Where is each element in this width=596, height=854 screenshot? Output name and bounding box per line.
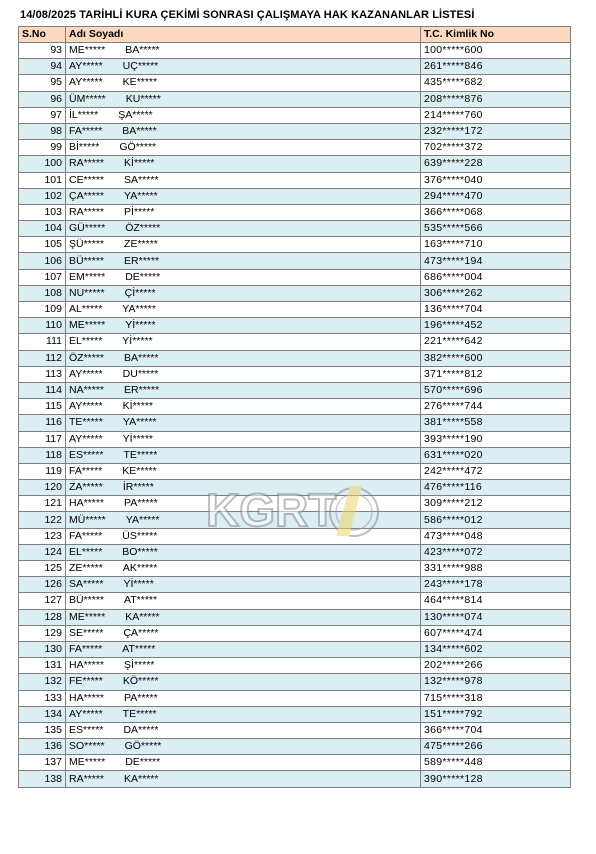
last-name: ÇA*****	[123, 626, 159, 639]
last-name: ZE*****	[124, 238, 158, 251]
last-name: Yİ*****	[123, 578, 154, 591]
last-name: YA*****	[122, 303, 156, 316]
last-name: GÖ*****	[119, 141, 157, 154]
table-header	[19, 27, 571, 43]
row-name	[66, 172, 421, 188]
row-number: 119	[19, 463, 66, 479]
row-tc-number: 294*****470	[421, 188, 571, 204]
first-name: ES*****	[69, 448, 104, 461]
row-name	[66, 561, 421, 577]
row-name	[66, 658, 421, 674]
row-tc-number: 366*****068	[421, 204, 571, 220]
table-row	[19, 91, 571, 107]
first-name: SE*****	[69, 626, 104, 639]
row-name	[66, 123, 421, 139]
first-name: BÜ*****	[69, 254, 105, 267]
row-name	[66, 399, 421, 415]
last-name: BO*****	[122, 545, 158, 558]
row-name	[66, 463, 421, 479]
row-number: 122	[19, 512, 66, 528]
table-row	[19, 544, 571, 560]
row-tc-number: 382*****600	[421, 350, 571, 366]
first-name: FA*****	[69, 643, 103, 656]
row-tc-number: 476*****116	[421, 480, 571, 496]
row-tc-number: 242*****472	[421, 463, 571, 479]
last-name: AK*****	[122, 562, 158, 575]
last-name: TE*****	[122, 707, 157, 720]
row-number: 102	[19, 188, 66, 204]
row-number: 126	[19, 577, 66, 593]
last-name: TE*****	[123, 448, 158, 461]
row-tc-number: 276*****744	[421, 399, 571, 415]
row-name	[66, 350, 421, 366]
row-tc-number: 639*****228	[421, 156, 571, 172]
row-name	[66, 706, 421, 722]
last-name: UÇ*****	[122, 60, 159, 73]
row-tc-number: 715*****318	[421, 690, 571, 706]
table-row	[19, 528, 571, 544]
row-number: 97	[19, 107, 66, 123]
row-tc-number: 423*****072	[421, 544, 571, 560]
first-name: FA*****	[69, 529, 103, 542]
table-row	[19, 415, 571, 431]
last-name: Yİ*****	[122, 432, 154, 445]
row-name	[66, 91, 421, 107]
row-tc-number: 586*****012	[421, 512, 571, 528]
row-name	[66, 415, 421, 431]
row-tc-number: 309*****212	[421, 496, 571, 512]
first-name: SA*****	[69, 578, 104, 591]
last-name: AT*****	[122, 643, 156, 656]
row-tc-number: 208*****876	[421, 91, 571, 107]
row-number: 134	[19, 706, 66, 722]
row-number: 123	[19, 528, 66, 544]
last-name: Yİ*****	[125, 319, 156, 332]
row-number: 100	[19, 156, 66, 172]
row-number: 114	[19, 382, 66, 398]
row-name	[66, 480, 421, 496]
row-name	[66, 43, 421, 59]
table-row	[19, 641, 571, 657]
row-number: 130	[19, 641, 66, 657]
row-tc-number: 390*****128	[421, 771, 571, 787]
row-tc-number: 261*****846	[421, 59, 571, 75]
row-number: 113	[19, 366, 66, 382]
table-row	[19, 755, 571, 771]
row-name	[66, 625, 421, 641]
last-name: DA*****	[123, 723, 159, 736]
row-tc-number: 686*****004	[421, 269, 571, 285]
table-row	[19, 480, 571, 496]
last-name: BA*****	[122, 125, 157, 138]
table-row	[19, 285, 571, 301]
first-name: AY*****	[69, 76, 103, 89]
table-row	[19, 75, 571, 91]
last-name: ER*****	[124, 384, 160, 397]
row-name	[66, 59, 421, 75]
first-name: AY*****	[69, 432, 103, 445]
row-name	[66, 334, 421, 350]
row-number: 133	[19, 690, 66, 706]
first-name: SO*****	[69, 740, 105, 753]
row-tc-number: 435*****682	[421, 75, 571, 91]
table-row	[19, 658, 571, 674]
last-name: DU*****	[122, 367, 159, 380]
last-name: GÖ*****	[124, 740, 162, 753]
row-number: 112	[19, 350, 66, 366]
row-number: 125	[19, 561, 66, 577]
table-row	[19, 690, 571, 706]
row-number: 108	[19, 285, 66, 301]
first-name: İL*****	[69, 108, 99, 121]
row-number: 136	[19, 739, 66, 755]
row-number: 124	[19, 544, 66, 560]
last-name: DE*****	[125, 756, 161, 769]
table-row	[19, 302, 571, 318]
row-tc-number: 306*****262	[421, 285, 571, 301]
row-tc-number: 393*****190	[421, 431, 571, 447]
last-name: KA*****	[125, 610, 160, 623]
row-name	[66, 318, 421, 334]
table-row	[19, 577, 571, 593]
last-name: Kİ*****	[124, 157, 155, 170]
row-number: 101	[19, 172, 66, 188]
last-name: YA*****	[124, 189, 158, 202]
document-title: 14/08/2025 TARİHLİ KURA ÇEKİMİ SONRASI ÇALIŞMAYA HAK KAZANANLAR LİSTESİ	[20, 9, 475, 21]
row-number: 103	[19, 204, 66, 220]
table-row	[19, 609, 571, 625]
row-name	[66, 107, 421, 123]
row-tc-number: 475*****266	[421, 739, 571, 755]
row-number: 137	[19, 755, 66, 771]
table-row	[19, 593, 571, 609]
first-name: NU*****	[69, 286, 105, 299]
last-name: ŞA*****	[118, 108, 153, 121]
first-name: RA*****	[69, 772, 105, 785]
row-tc-number: 589*****448	[421, 755, 571, 771]
first-name: Bİ*****	[69, 141, 100, 154]
table-row	[19, 140, 571, 156]
row-name	[66, 302, 421, 318]
table-row	[19, 431, 571, 447]
row-number: 94	[19, 59, 66, 75]
row-name	[66, 577, 421, 593]
row-tc-number: 570*****696	[421, 382, 571, 398]
last-name: Pİ*****	[124, 205, 155, 218]
table-row	[19, 674, 571, 690]
row-number: 107	[19, 269, 66, 285]
table-row	[19, 107, 571, 123]
first-name: ÖZ*****	[69, 351, 105, 364]
winners-table	[18, 26, 571, 788]
header-row	[19, 27, 571, 43]
row-name	[66, 739, 421, 755]
row-name	[66, 496, 421, 512]
row-tc-number: 202*****266	[421, 658, 571, 674]
last-name: PA*****	[124, 497, 158, 510]
row-tc-number: 163*****710	[421, 237, 571, 253]
row-name	[66, 221, 421, 237]
first-name: ME*****	[69, 610, 106, 623]
table-row	[19, 739, 571, 755]
last-name: Çİ*****	[124, 286, 156, 299]
table-row	[19, 253, 571, 269]
last-name: YA*****	[122, 416, 157, 429]
row-name	[66, 253, 421, 269]
row-number: 110	[19, 318, 66, 334]
table-row	[19, 722, 571, 738]
row-name	[66, 140, 421, 156]
row-number: 132	[19, 674, 66, 690]
last-name: KÖ*****	[122, 675, 159, 688]
row-number: 99	[19, 140, 66, 156]
row-number: 96	[19, 91, 66, 107]
row-tc-number: 196*****452	[421, 318, 571, 334]
watermark-text: KGRT	[206, 484, 337, 536]
table-row	[19, 399, 571, 415]
first-name: RA*****	[69, 205, 105, 218]
row-name	[66, 771, 421, 787]
last-name: BA*****	[125, 44, 160, 57]
row-number: 128	[19, 609, 66, 625]
first-name: AY*****	[69, 707, 103, 720]
last-name: KA*****	[124, 772, 159, 785]
row-number: 127	[19, 593, 66, 609]
last-name: Şİ*****	[124, 659, 155, 672]
row-name	[66, 447, 421, 463]
row-tc-number: 381*****558	[421, 415, 571, 431]
row-name	[66, 366, 421, 382]
row-name	[66, 593, 421, 609]
row-number: 105	[19, 237, 66, 253]
row-tc-number: 100*****600	[421, 43, 571, 59]
last-name: Yİ*****	[122, 335, 153, 348]
row-number: 98	[19, 123, 66, 139]
row-tc-number: 134*****602	[421, 641, 571, 657]
first-name: FA*****	[69, 125, 103, 138]
row-tc-number: 607*****474	[421, 625, 571, 641]
table-row	[19, 123, 571, 139]
first-name: ÇA*****	[69, 189, 105, 202]
first-name: MÜ*****	[69, 513, 106, 526]
last-name: Kİ*****	[122, 400, 154, 413]
row-name	[66, 609, 421, 625]
table-row	[19, 496, 571, 512]
table-row	[19, 156, 571, 172]
last-name: DE*****	[125, 270, 161, 283]
first-name: HA*****	[69, 497, 105, 510]
first-name: RA*****	[69, 157, 105, 170]
first-name: HA*****	[69, 659, 105, 672]
row-number: 106	[19, 253, 66, 269]
row-name	[66, 269, 421, 285]
row-number: 115	[19, 399, 66, 415]
header-no: S.No	[19, 27, 66, 43]
row-name	[66, 285, 421, 301]
table-row	[19, 43, 571, 59]
row-name	[66, 431, 421, 447]
table-row	[19, 382, 571, 398]
row-name	[66, 75, 421, 91]
table-row	[19, 561, 571, 577]
table-row	[19, 771, 571, 787]
row-tc-number: 243*****178	[421, 577, 571, 593]
table-row	[19, 188, 571, 204]
first-name: EM*****	[69, 270, 106, 283]
row-number: 95	[19, 75, 66, 91]
row-name	[66, 188, 421, 204]
row-tc-number: 376*****040	[421, 172, 571, 188]
last-name: PA*****	[124, 691, 158, 704]
table-row	[19, 625, 571, 641]
last-name: ÜS*****	[122, 529, 158, 542]
row-name	[66, 544, 421, 560]
row-name	[66, 755, 421, 771]
row-tc-number: 151*****792	[421, 706, 571, 722]
last-name: İR*****	[122, 481, 154, 494]
first-name: ÜM*****	[69, 92, 106, 105]
first-name: ZA*****	[69, 481, 103, 494]
row-tc-number: 331*****988	[421, 561, 571, 577]
row-name	[66, 674, 421, 690]
first-name: CE*****	[69, 173, 105, 186]
row-tc-number: 132*****978	[421, 674, 571, 690]
table-row	[19, 512, 571, 528]
row-name	[66, 237, 421, 253]
first-name: GÜ*****	[69, 222, 106, 235]
row-tc-number: 366*****704	[421, 722, 571, 738]
table-row	[19, 366, 571, 382]
row-tc-number: 473*****194	[421, 253, 571, 269]
row-number: 109	[19, 302, 66, 318]
first-name: AL*****	[69, 303, 103, 316]
last-name: BA*****	[124, 351, 159, 364]
last-name: ER*****	[124, 254, 160, 267]
row-name	[66, 722, 421, 738]
first-name: ME*****	[69, 44, 106, 57]
row-tc-number: 464*****814	[421, 593, 571, 609]
last-name: KU*****	[125, 92, 161, 105]
row-tc-number: 631*****020	[421, 447, 571, 463]
table-body	[19, 43, 571, 788]
table-row	[19, 204, 571, 220]
row-name	[66, 528, 421, 544]
header-tc: T.C. Kimlik No	[421, 27, 571, 43]
first-name: AY*****	[69, 367, 103, 380]
first-name: BÜ*****	[69, 594, 105, 607]
row-tc-number: 232*****172	[421, 123, 571, 139]
table-row	[19, 59, 571, 75]
row-number: 135	[19, 722, 66, 738]
row-number: 120	[19, 480, 66, 496]
row-tc-number: 221*****642	[421, 334, 571, 350]
row-number: 121	[19, 496, 66, 512]
table-row	[19, 706, 571, 722]
table-row	[19, 350, 571, 366]
row-number: 116	[19, 415, 66, 431]
first-name: ME*****	[69, 756, 106, 769]
row-number: 104	[19, 221, 66, 237]
last-name: ÖZ*****	[125, 222, 161, 235]
table-row	[19, 334, 571, 350]
last-name: YA*****	[125, 513, 160, 526]
row-tc-number: 535*****566	[421, 221, 571, 237]
row-name	[66, 641, 421, 657]
first-name: HA*****	[69, 691, 105, 704]
row-tc-number: 371*****812	[421, 366, 571, 382]
row-name	[66, 512, 421, 528]
header-name: Adı Soyadı	[66, 27, 421, 43]
row-number: 117	[19, 431, 66, 447]
row-tc-number: 473*****048	[421, 528, 571, 544]
first-name: AY*****	[69, 400, 103, 413]
first-name: EL*****	[69, 545, 103, 558]
row-number: 129	[19, 625, 66, 641]
first-name: EL*****	[69, 335, 103, 348]
first-name: AY*****	[69, 60, 103, 73]
row-name	[66, 690, 421, 706]
row-tc-number: 702*****372	[421, 140, 571, 156]
first-name: ZE*****	[69, 562, 103, 575]
first-name: ES*****	[69, 723, 104, 736]
row-name	[66, 382, 421, 398]
table-row	[19, 463, 571, 479]
first-name: FE*****	[69, 675, 103, 688]
table-row	[19, 447, 571, 463]
first-name: TE*****	[69, 416, 103, 429]
row-number: 111	[19, 334, 66, 350]
row-tc-number: 130*****074	[421, 609, 571, 625]
last-name: SA*****	[124, 173, 159, 186]
row-name	[66, 156, 421, 172]
table-row	[19, 318, 571, 334]
first-name: FA*****	[69, 464, 103, 477]
table-row	[19, 237, 571, 253]
last-name: KE*****	[122, 464, 157, 477]
first-name: NA*****	[69, 384, 105, 397]
row-tc-number: 136*****704	[421, 302, 571, 318]
row-number: 131	[19, 658, 66, 674]
row-tc-number: 214*****760	[421, 107, 571, 123]
last-name: KE*****	[122, 76, 158, 89]
table-row	[19, 269, 571, 285]
row-name	[66, 204, 421, 220]
row-number: 138	[19, 771, 66, 787]
table-row	[19, 172, 571, 188]
last-name: AT*****	[124, 594, 158, 607]
row-number: 118	[19, 447, 66, 463]
row-number: 93	[19, 43, 66, 59]
table-row	[19, 221, 571, 237]
first-name: ME*****	[69, 319, 106, 332]
first-name: ŞÜ*****	[69, 238, 105, 251]
